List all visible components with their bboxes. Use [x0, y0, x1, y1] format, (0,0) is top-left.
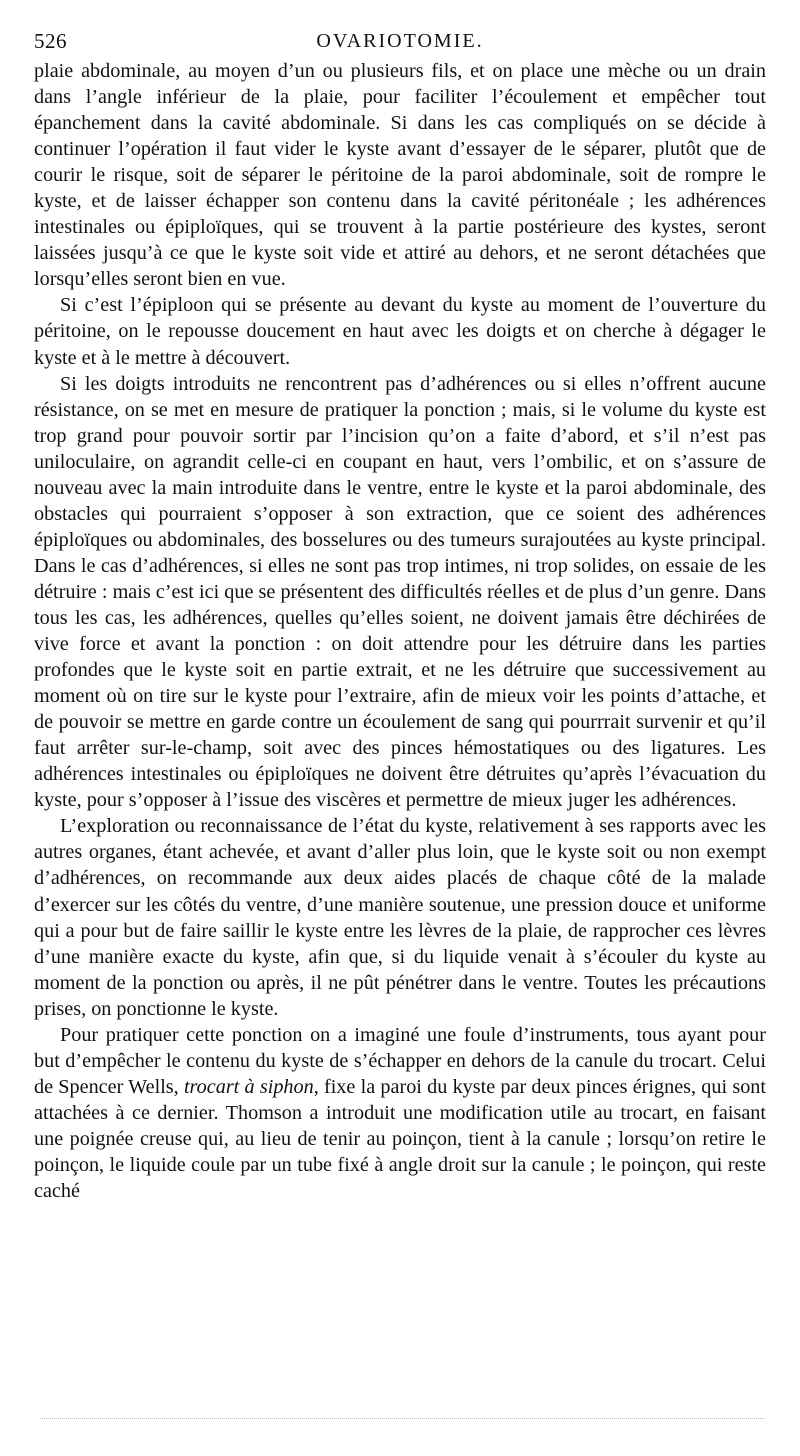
running-head — [34, 28, 766, 54]
paragraph-continued: plaie abdominale, au moyen d’un ou plusieurs fils, et on place une mèche ou un drain dans l’angle inférieur de la plaie, pour faciliter l’écoulement et empêcher tout épanchement dans la cavité abdominale. Si dans les cas compliqués on se décide à continuer l’opération il faut vider le kyste avant d’essayer de le séparer, plutôt que de courir le risque, soit de séparer le péritoine de la paroi abdominale, soit de rompre le kyste, et de laisser échapper son contenu dans la cavité péritonéale ; les adhérences intestinales ou épiploïques, qui se trouvent à la partie postérieure des kystes, seront laissées jusqu’à ce que le kyste soit vide et attiré au dehors, et ne seront détachées que lorsqu’elles seront bien en vue. — [34, 60, 766, 291]
paragraph-ponction-end: , fixe la paroi du kyste par deux pinces érignes, qui sont attachées à ce dernier. Thomson a introduit une modification utile au trocart, en faisant une poignée creuse qui, au lieu de tenir au poinçon, tient à la canule ; lorsqu’on retire le poinçon, le liquide coule par un tube fixé à angle droit sur la canule ; le poinçon, qui reste caché — [34, 1075, 766, 1203]
body-text — [34, 58, 766, 1204]
bottom-dotted-rule — [40, 1418, 765, 1419]
paragraph-ponction-italic: trocart à siphon — [183, 1075, 314, 1098]
paragraph-ponction — [34, 1022, 766, 1204]
paragraph-ponction-start: Pour pratiquer cette ponction on a imaginé une foule d’instruments, tous ayant pour but d’empêcher le contenu du kyste de s’échapper en dehors de la canule du trocart. Celui de Spencer Wells, — [34, 1023, 766, 1098]
paragraph-exploration: L’exploration ou reconnaissance de l’état du kyste, relativement à ses rapports avec les autres organes, étant achevée, et avant d’aller plus loin, que le kyste soit ou non exempt d’adhérences, on recommande aux deux aides placés de chaque côté de la malade d’exercer sur les côtés du ventre, d’une manière soutenue, une pression douce et uniforme qui a pour but de faire saillir le kyste entre les lèvres de la plaie, de rapprocher ces lèvres d’une manière exacte du kyste, afin que, si du liquide venait à s’écouler du kyste au moment de la ponction ou après, il ne pût pénétrer dans le ventre. Toutes les précautions prises, on ponctionne le kyste. — [34, 815, 766, 1020]
paragraph-epiploon: Si c’est l’épiploon qui se présente au devant du kyste au moment de l’ouverture du péritoine, on le repousse doucement en haut avec les doigts et on cherche à dégager le kyste et à le mettre à découvert. — [34, 294, 766, 369]
paragraph-adherences: Si les doigts introduits ne rencontrent pas d’adhérences ou si elles n’offrent aucune résistance, on se met en mesure de pratiquer la ponction ; mais, si le volume du kyste est trop grand pour pouvoir sortir par l’incision qu’on a faite d’abord, et s’il n’est pas uniloculaire, on agrandit celle-ci en coupant en haut, vers l’ombilic, et on s’assure de nouveau avec la main introduite dans le ventre, entre le kyste et la paroi abdominale, des obstacles qui pourraient s’opposer à son extraction, que ce soient des adhérences épiploïques ou abdominales, des bosselures ou des tumeurs surajoutées au kyste principal. Dans le cas d’adhérences, si elles ne sont pas trop intimes, ni trop solides, on essaie de les détruire : mais c’est ici que se présentent des difficultés réelles et de plus d’un genre. Dans tous les cas, les adhérences, quelles qu’elles soient, ne doivent jamais être déchirées de vive force et avant la ponction : on doit attendre pour les détruire dans les parties profondes que le kyste soit en partie extrait, et ne les détruire que successivement au moment où on tire sur le kyste pour l’extraire, afin de mieux voir les points d’attache, et de pouvoir se mettre en garde contre un écoulement de sang qui pourrrait survenir et qu’il faut arrêter sur-le-champ, soit avec des pinces hémostatiques ou des ligatures. Les adhérences intestinales ou épiploïques ne doivent être détruites qu’après l’évacuation du kyste, pour s’opposer à l’issue des viscères et permettre de mieux juger les adhérences. — [34, 372, 766, 812]
running-title: OVARIOTOMIE. — [316, 30, 484, 52]
page-number: 526 — [34, 29, 67, 53]
